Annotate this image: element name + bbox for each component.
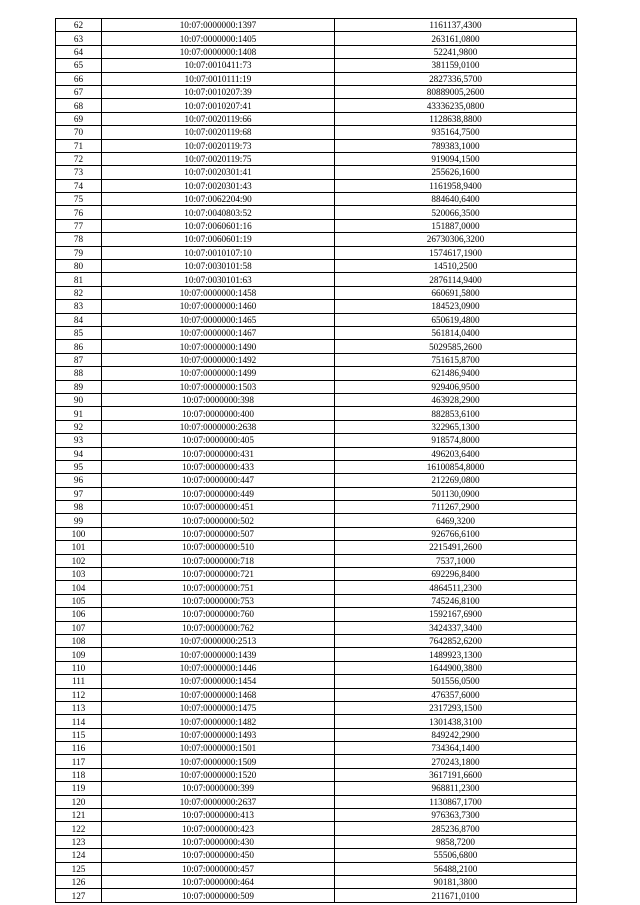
row-number-cell: 65	[56, 59, 102, 72]
table-row	[56, 166, 577, 179]
cadastral-number-cell: 10:07:0000000:1446	[102, 661, 335, 674]
value-cell: 90181,3800	[335, 876, 577, 889]
row-number-cell: 83	[56, 300, 102, 313]
table-row	[56, 514, 577, 527]
table-row	[56, 126, 577, 139]
value-cell: 1128638,8800	[335, 112, 577, 125]
row-number-cell: 69	[56, 112, 102, 125]
value-cell: 263161,0800	[335, 32, 577, 45]
value-cell: 55506,6800	[335, 849, 577, 862]
cadastral-number-cell: 10:07:0000000:1501	[102, 742, 335, 755]
value-cell: 789383,1000	[335, 139, 577, 152]
table-row	[56, 260, 577, 273]
table-row	[56, 286, 577, 299]
table-row	[56, 755, 577, 768]
value-cell: 935164,7500	[335, 126, 577, 139]
row-number-cell: 79	[56, 246, 102, 259]
table-row	[56, 420, 577, 433]
row-number-cell: 73	[56, 166, 102, 179]
row-number-cell: 64	[56, 45, 102, 58]
cadastral-number-cell: 10:07:0000000:1482	[102, 715, 335, 728]
table-row	[56, 19, 577, 32]
table-row	[56, 554, 577, 567]
value-cell: 2215491,2600	[335, 541, 577, 554]
value-cell: 882853,6100	[335, 407, 577, 420]
table-row	[56, 460, 577, 473]
row-number-cell: 98	[56, 501, 102, 514]
table-row	[56, 701, 577, 714]
cadastral-table	[55, 18, 577, 903]
cadastral-number-cell: 10:07:0000000:457	[102, 862, 335, 875]
row-number-cell: 115	[56, 728, 102, 741]
row-number-cell: 88	[56, 367, 102, 380]
table-row	[56, 380, 577, 393]
table-row	[56, 219, 577, 232]
cadastral-number-cell: 10:07:0000000:1405	[102, 32, 335, 45]
table-row	[56, 648, 577, 661]
value-cell: 976363,7300	[335, 809, 577, 822]
value-cell: 496203,6400	[335, 447, 577, 460]
value-cell: 184523,0900	[335, 300, 577, 313]
cadastral-number-cell: 10:07:0000000:751	[102, 581, 335, 594]
table-row	[56, 541, 577, 554]
value-cell: 3617191,6600	[335, 768, 577, 781]
table-row	[56, 594, 577, 607]
row-number-cell: 126	[56, 876, 102, 889]
row-number-cell: 110	[56, 661, 102, 674]
cadastral-number-cell: 10:07:0000000:433	[102, 460, 335, 473]
row-number-cell: 77	[56, 219, 102, 232]
value-cell: 80889005,2600	[335, 85, 577, 98]
row-number-cell: 109	[56, 648, 102, 661]
table-row	[56, 85, 577, 98]
row-number-cell: 99	[56, 514, 102, 527]
value-cell: 211671,0100	[335, 889, 577, 902]
cadastral-number-cell: 10:07:0020301:43	[102, 179, 335, 192]
table-row	[56, 59, 577, 72]
cadastral-number-cell: 10:07:0000000:1520	[102, 768, 335, 781]
row-number-cell: 86	[56, 340, 102, 353]
value-cell: 929406,9500	[335, 380, 577, 393]
row-number-cell: 70	[56, 126, 102, 139]
row-number-cell: 75	[56, 193, 102, 206]
cadastral-number-cell: 10:07:0000000:1499	[102, 367, 335, 380]
value-cell: 926766,6100	[335, 527, 577, 540]
table-row	[56, 32, 577, 45]
cadastral-number-cell: 10:07:0000000:1503	[102, 380, 335, 393]
value-cell: 322965,1300	[335, 420, 577, 433]
row-number-cell: 101	[56, 541, 102, 554]
cadastral-number-cell: 10:07:0000000:1509	[102, 755, 335, 768]
value-cell: 561814,0400	[335, 326, 577, 339]
cadastral-number-cell: 10:07:0020119:68	[102, 126, 335, 139]
value-cell: 2876114,9400	[335, 273, 577, 286]
table-row	[56, 474, 577, 487]
value-cell: 501556,0500	[335, 675, 577, 688]
cadastral-number-cell: 10:07:0000000:753	[102, 594, 335, 607]
value-cell: 2827336,5700	[335, 72, 577, 85]
row-number-cell: 120	[56, 795, 102, 808]
row-number-cell: 92	[56, 420, 102, 433]
value-cell: 285236,8700	[335, 822, 577, 835]
table-row	[56, 634, 577, 647]
cadastral-number-cell: 10:07:0060601:16	[102, 219, 335, 232]
row-number-cell: 91	[56, 407, 102, 420]
table-row	[56, 822, 577, 835]
value-cell: 7642852,6200	[335, 634, 577, 647]
value-cell: 621486,9400	[335, 367, 577, 380]
value-cell: 919094,1500	[335, 152, 577, 165]
cadastral-number-cell: 10:07:0000000:1458	[102, 286, 335, 299]
cadastral-number-cell: 10:07:0000000:413	[102, 809, 335, 822]
value-cell: 849242,2900	[335, 728, 577, 741]
table-row	[56, 568, 577, 581]
table-row	[56, 742, 577, 755]
row-number-cell: 74	[56, 179, 102, 192]
cadastral-number-cell: 10:07:0000000:1468	[102, 688, 335, 701]
row-number-cell: 78	[56, 233, 102, 246]
cadastral-number-cell: 10:07:0000000:760	[102, 608, 335, 621]
value-cell: 14510,2500	[335, 260, 577, 273]
table-row	[56, 809, 577, 822]
table-row	[56, 407, 577, 420]
row-number-cell: 62	[56, 19, 102, 32]
value-cell: 1161958,9400	[335, 179, 577, 192]
cadastral-number-cell: 10:07:0000000:1467	[102, 326, 335, 339]
cadastral-number-cell: 10:07:0000000:1493	[102, 728, 335, 741]
row-number-cell: 71	[56, 139, 102, 152]
table-row	[56, 835, 577, 848]
value-cell: 151887,0000	[335, 219, 577, 232]
table-row	[56, 139, 577, 152]
row-number-cell: 85	[56, 326, 102, 339]
value-cell: 520066,3500	[335, 206, 577, 219]
value-cell: 1489923,1300	[335, 648, 577, 661]
table-row	[56, 112, 577, 125]
table-row	[56, 99, 577, 112]
table-row	[56, 434, 577, 447]
row-number-cell: 122	[56, 822, 102, 835]
row-number-cell: 117	[56, 755, 102, 768]
cadastral-number-cell: 10:07:0020119:75	[102, 152, 335, 165]
value-cell: 4864511,2300	[335, 581, 577, 594]
row-number-cell: 100	[56, 527, 102, 540]
cadastral-number-cell: 10:07:0000000:398	[102, 393, 335, 406]
cadastral-number-cell: 10:07:0010411:73	[102, 59, 335, 72]
row-number-cell: 97	[56, 487, 102, 500]
table-row	[56, 300, 577, 313]
value-cell: 26730306,3200	[335, 233, 577, 246]
table-row	[56, 447, 577, 460]
row-number-cell: 106	[56, 608, 102, 621]
row-number-cell: 84	[56, 313, 102, 326]
cadastral-number-cell: 10:07:0010207:41	[102, 99, 335, 112]
cadastral-number-cell: 10:07:0020119:66	[102, 112, 335, 125]
row-number-cell: 121	[56, 809, 102, 822]
row-number-cell: 93	[56, 434, 102, 447]
row-number-cell: 108	[56, 634, 102, 647]
cadastral-number-cell: 10:07:0000000:431	[102, 447, 335, 460]
value-cell: 1644900,3800	[335, 661, 577, 674]
cadastral-number-cell: 10:07:0000000:2638	[102, 420, 335, 433]
table-row	[56, 273, 577, 286]
table-row	[56, 233, 577, 246]
value-cell: 16100854,8000	[335, 460, 577, 473]
cadastral-number-cell: 10:07:0000000:464	[102, 876, 335, 889]
value-cell: 884640,6400	[335, 193, 577, 206]
row-number-cell: 119	[56, 782, 102, 795]
cadastral-number-cell: 10:07:0000000:450	[102, 849, 335, 862]
cadastral-number-cell: 10:07:0020301:41	[102, 166, 335, 179]
table-row	[56, 889, 577, 902]
row-number-cell: 66	[56, 72, 102, 85]
value-cell: 381159,0100	[335, 59, 577, 72]
cadastral-number-cell: 10:07:0000000:400	[102, 407, 335, 420]
table-row	[56, 876, 577, 889]
row-number-cell: 72	[56, 152, 102, 165]
table-row	[56, 688, 577, 701]
cadastral-number-cell: 10:07:0020119:73	[102, 139, 335, 152]
row-number-cell: 95	[56, 460, 102, 473]
cadastral-number-cell: 10:07:0000000:510	[102, 541, 335, 554]
cadastral-number-cell: 10:07:0062204:90	[102, 193, 335, 206]
value-cell: 751615,8700	[335, 353, 577, 366]
cadastral-number-cell: 10:07:0000000:721	[102, 568, 335, 581]
value-cell: 692296,8400	[335, 568, 577, 581]
cadastral-number-cell: 10:07:0000000:430	[102, 835, 335, 848]
row-number-cell: 111	[56, 675, 102, 688]
value-cell: 7537,1000	[335, 554, 577, 567]
table-row	[56, 313, 577, 326]
cadastral-number-cell: 10:07:0000000:1460	[102, 300, 335, 313]
value-cell: 212269,0800	[335, 474, 577, 487]
row-number-cell: 114	[56, 715, 102, 728]
table-row	[56, 621, 577, 634]
row-number-cell: 123	[56, 835, 102, 848]
value-cell: 255626,1600	[335, 166, 577, 179]
table-row	[56, 367, 577, 380]
table-row	[56, 393, 577, 406]
cadastral-number-cell: 10:07:0060601:19	[102, 233, 335, 246]
table-row	[56, 206, 577, 219]
table-row	[56, 795, 577, 808]
table-row	[56, 501, 577, 514]
cadastral-number-cell: 10:07:0000000:2513	[102, 634, 335, 647]
table-row	[56, 782, 577, 795]
value-cell: 463928,2900	[335, 393, 577, 406]
cadastral-number-cell: 10:07:0010107:10	[102, 246, 335, 259]
cadastral-number-cell: 10:07:0000000:1439	[102, 648, 335, 661]
value-cell: 1161137,4300	[335, 19, 577, 32]
cadastral-number-cell: 10:07:0000000:423	[102, 822, 335, 835]
table-row	[56, 326, 577, 339]
row-number-cell: 102	[56, 554, 102, 567]
row-number-cell: 82	[56, 286, 102, 299]
row-number-cell: 118	[56, 768, 102, 781]
value-cell: 3424337,3400	[335, 621, 577, 634]
table-body	[56, 19, 577, 903]
table-row	[56, 608, 577, 621]
value-cell: 6469,3200	[335, 514, 577, 527]
row-number-cell: 127	[56, 889, 102, 902]
value-cell: 5029585,2600	[335, 340, 577, 353]
value-cell: 1592167,6900	[335, 608, 577, 621]
value-cell: 745246,8100	[335, 594, 577, 607]
table-row	[56, 849, 577, 862]
row-number-cell: 87	[56, 353, 102, 366]
row-number-cell: 124	[56, 849, 102, 862]
table-row	[56, 179, 577, 192]
cadastral-number-cell: 10:07:0000000:502	[102, 514, 335, 527]
table-row	[56, 152, 577, 165]
table-row	[56, 527, 577, 540]
cadastral-number-cell: 10:07:0010207:39	[102, 85, 335, 98]
row-number-cell: 112	[56, 688, 102, 701]
table-row	[56, 715, 577, 728]
cadastral-number-cell: 10:07:0000000:2637	[102, 795, 335, 808]
cadastral-number-cell: 10:07:0000000:1465	[102, 313, 335, 326]
value-cell: 9858,7200	[335, 835, 577, 848]
cadastral-number-cell: 10:07:0030101:63	[102, 273, 335, 286]
value-cell: 1301438,3100	[335, 715, 577, 728]
cadastral-number-cell: 10:07:0010111:19	[102, 72, 335, 85]
row-number-cell: 89	[56, 380, 102, 393]
row-number-cell: 81	[56, 273, 102, 286]
row-number-cell: 107	[56, 621, 102, 634]
cadastral-number-cell: 10:07:0040803:52	[102, 206, 335, 219]
value-cell: 660691,5800	[335, 286, 577, 299]
cadastral-number-cell: 10:07:0000000:1490	[102, 340, 335, 353]
table-row	[56, 581, 577, 594]
cadastral-number-cell: 10:07:0000000:399	[102, 782, 335, 795]
table-row	[56, 246, 577, 259]
table-row	[56, 72, 577, 85]
row-number-cell: 104	[56, 581, 102, 594]
value-cell: 711267,2900	[335, 501, 577, 514]
cadastral-number-cell: 10:07:0000000:1408	[102, 45, 335, 58]
table-row	[56, 728, 577, 741]
cadastral-number-cell: 10:07:0030101:58	[102, 260, 335, 273]
value-cell: 476357,6000	[335, 688, 577, 701]
row-number-cell: 63	[56, 32, 102, 45]
value-cell: 43336235,0800	[335, 99, 577, 112]
row-number-cell: 116	[56, 742, 102, 755]
value-cell: 650619,4800	[335, 313, 577, 326]
value-cell: 1574617,1900	[335, 246, 577, 259]
value-cell: 270243,1800	[335, 755, 577, 768]
value-cell: 918574,8000	[335, 434, 577, 447]
value-cell: 734364,1400	[335, 742, 577, 755]
value-cell: 501130,0900	[335, 487, 577, 500]
row-number-cell: 113	[56, 701, 102, 714]
row-number-cell: 90	[56, 393, 102, 406]
row-number-cell: 76	[56, 206, 102, 219]
row-number-cell: 105	[56, 594, 102, 607]
cadastral-number-cell: 10:07:0000000:1492	[102, 353, 335, 366]
cadastral-number-cell: 10:07:0000000:762	[102, 621, 335, 634]
table-row	[56, 675, 577, 688]
cadastral-number-cell: 10:07:0000000:405	[102, 434, 335, 447]
row-number-cell: 103	[56, 568, 102, 581]
row-number-cell: 67	[56, 85, 102, 98]
value-cell: 52241,9800	[335, 45, 577, 58]
table-row	[56, 768, 577, 781]
table-row	[56, 862, 577, 875]
cadastral-number-cell: 10:07:0000000:1397	[102, 19, 335, 32]
value-cell: 1130867,1700	[335, 795, 577, 808]
row-number-cell: 96	[56, 474, 102, 487]
row-number-cell: 125	[56, 862, 102, 875]
cadastral-number-cell: 10:07:0000000:1475	[102, 701, 335, 714]
value-cell: 968811,2300	[335, 782, 577, 795]
table-row	[56, 193, 577, 206]
value-cell: 56488,2100	[335, 862, 577, 875]
cadastral-number-cell: 10:07:0000000:718	[102, 554, 335, 567]
value-cell: 2317293,1500	[335, 701, 577, 714]
table-row	[56, 45, 577, 58]
row-number-cell: 94	[56, 447, 102, 460]
table-row	[56, 353, 577, 366]
cadastral-number-cell: 10:07:0000000:509	[102, 889, 335, 902]
cadastral-number-cell: 10:07:0000000:451	[102, 501, 335, 514]
cadastral-number-cell: 10:07:0000000:1454	[102, 675, 335, 688]
cadastral-number-cell: 10:07:0000000:507	[102, 527, 335, 540]
table-row	[56, 487, 577, 500]
row-number-cell: 68	[56, 99, 102, 112]
table-row	[56, 661, 577, 674]
row-number-cell: 80	[56, 260, 102, 273]
table-row	[56, 340, 577, 353]
cadastral-number-cell: 10:07:0000000:447	[102, 474, 335, 487]
cadastral-number-cell: 10:07:0000000:449	[102, 487, 335, 500]
